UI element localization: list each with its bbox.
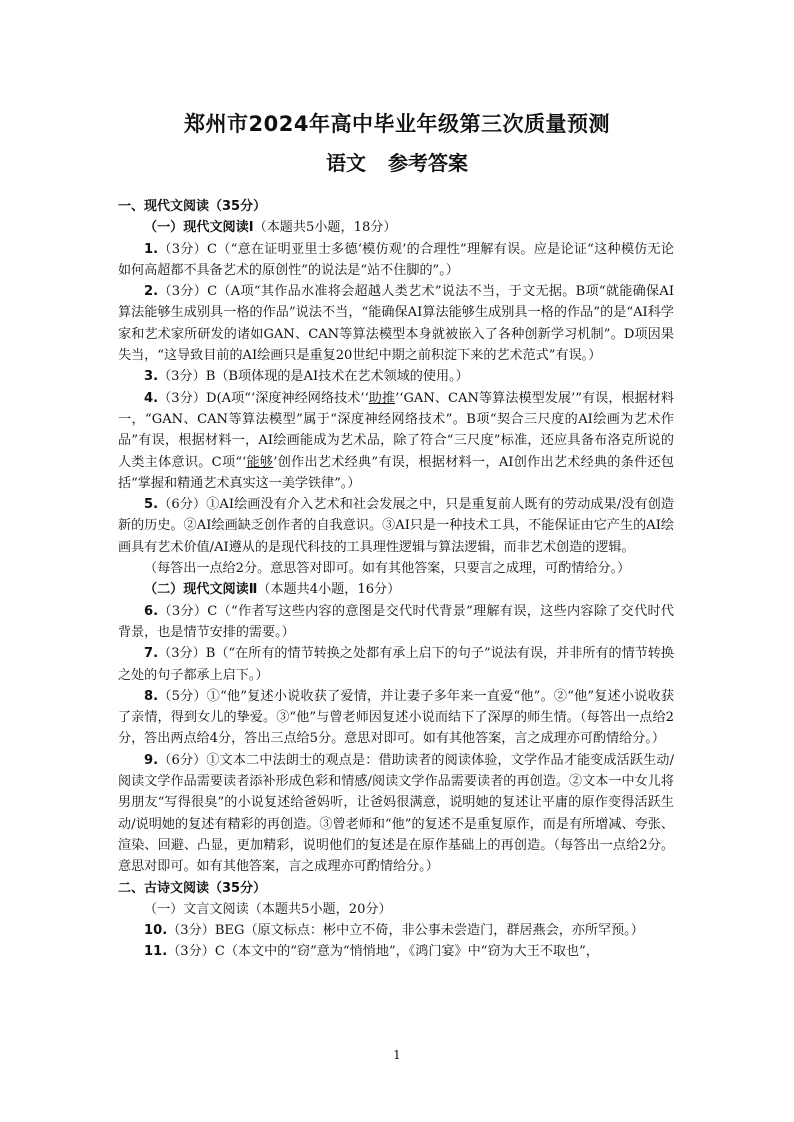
- underlined-term: 能够: [246, 454, 274, 470]
- answer-text: （3分）C（本文中的“窃”意为“悄悄地”，《鸿门宴》中“窃为大王不取也”，: [167, 944, 599, 960]
- section-heading-classical-reading: 二、古诗文阅读（35分）: [118, 880, 267, 896]
- answer-text: （6分）①文本二中法朗士的观点是：借助读者的阅读体验，文学作品才能变成活跃生动/阅读文学作品需要读者添补形成色彩和情感/阅读文学作品需要读者的再创造。②文本一中女儿将男朋友“写得很臭”的小说复述给爸妈听，让爸妈很满意，说明她的复述让平庸的原作变得活跃生动/说明她的复述有精彩的再创造。③曾老师和“他”的复述不是重复原作，而是有所增减、夸张、渲染、回避、凸显，更加精彩，说明他们的复述是在原作基础上的再创造。（每答出一点给2分。意思对即可。如有其他答案，言之成理亦可酌情给分。）: [118, 752, 674, 875]
- subsection-title: （一）现代文阅读Ⅰ: [144, 220, 254, 236]
- answer-q1: [118, 239, 674, 282]
- answer-text-part: ’‘GAN、CAN等算法模型发展’”有误，根据材料一，“GAN、CAN等算法模型”属于“深度神经网络技术”。B项“契合三尺度的AI绘画为艺术作品”有误，根据材料一，AI绘画能成为艺术品，除了符合“三尺度”标准，还应具备布洛克所说的人类主体意识。C项“‘: [118, 390, 675, 470]
- answer-text: （3分）B（B项体现的是AI技术在艺术领域的使用。）: [158, 369, 469, 385]
- question-number: 4.: [144, 390, 159, 406]
- question-number: 3.: [144, 369, 159, 385]
- answer-q6: [118, 601, 674, 644]
- question-number: 1.: [144, 241, 159, 257]
- answer-q7: [118, 643, 674, 686]
- answer-q8: [118, 686, 674, 750]
- answer-text: （3分）B（“在所有的情节转换之处都有承上启下的句子”说法有误，并非所有的情节转换之处的句子都承上启下。）: [118, 646, 674, 683]
- page-subtitle: [0, 147, 794, 176]
- underlined-term: 助推: [368, 390, 396, 406]
- answer-q2: [118, 281, 674, 366]
- answer-text: （3分）BEG（原文标点：彬中立不倚，非公事未尝造门，群居燕会，亦所罕预。）: [167, 923, 644, 939]
- answer-text: （5分）①“他”复述小说收获了爱情，并让妻子多年来一直爱“他”。②“他”复述小说收获了亲情，得到女儿的挚爱。③“他”与曾老师因复述小说而结下了深厚的师生情。（每答出一点给2分，答出两点给4分，答出三点给5分。意思对即可。如有其他答案，言之成理亦可酌情给分。）: [118, 688, 674, 747]
- answer-text-part: （3分）D(A项“‘深度神经网络技术’‘: [158, 390, 369, 406]
- answer-text: （6分）①AI绘画没有介入艺术和社会发展之中，只是重复前人既有的劳动成果/没有创造新的历史。②AI绘画缺乏创作者的自我意识。③AI只是一种技术工具，不能保证由它产生的AI绘画具有艺术价值/AI遵从的是现代科技的工具理性逻辑与算法逻辑，而非艺术创造的逻辑。: [118, 497, 674, 555]
- question-number: 11.: [144, 944, 168, 960]
- question-number: 5.: [144, 497, 159, 513]
- subsection-info: （本题共5小题，18分）: [253, 220, 397, 236]
- subsection-title: （二）现代文阅读Ⅱ: [144, 582, 258, 598]
- answer-q9: [118, 750, 674, 878]
- answer-content: [118, 196, 674, 963]
- answer-q5: [118, 494, 674, 558]
- subject-label: 语文: [326, 151, 366, 175]
- subtitle-label: 参考答案: [388, 151, 468, 175]
- scoring-note-q5: （每答出一点给2分。意思答对即可。如有其他答案，只要言之成理，可酌情给分。）: [144, 561, 631, 577]
- answer-text: （3分）C（A项“其作品水准将会超越人类艺术”说法不当，于文无据。B项“就能确保AI算法能够生成别具一格的作品”说法不当，“能确保AI算法能够生成别具一格的作品”的是“AI科学家和艺术家所研发的诸如GAN、CAN等算法模型本身就被嵌入了各种创新学习机制”。D项因果失当，“这导致目前的AI绘画只是重复20世纪中期之前积淀下来的艺术范式”有误。）: [118, 284, 674, 364]
- question-number: 10.: [144, 923, 168, 939]
- section-heading-modern-reading: 一、现代文阅读（35分）: [118, 199, 267, 214]
- page-title: 郑州市2024年高中毕业年级第三次质量预测: [184, 112, 610, 136]
- subsection-heading-classical-1: （一）文言文阅读（本题共5小题，20分）: [144, 901, 392, 917]
- subsection-heading-modern-1: [118, 217, 674, 238]
- question-number: 6.: [144, 603, 159, 619]
- question-number: 7.: [144, 646, 159, 662]
- answer-text-part: ’创作出艺术经典”有误，根据材料一，AI创作出艺术经典的条件还包括“掌握和精通艺术真实这一美学铁律”。）: [118, 454, 675, 491]
- answer-text: （3分）C（“作者写这些内容的意图是交代时代背景”理解有误，这些内容除了交代时代背景，也是情节安排的需要。）: [118, 603, 674, 640]
- question-number: 2.: [144, 284, 159, 300]
- page-number: 1: [393, 1048, 401, 1062]
- subsection-info: （本题共4小题，16分）: [257, 582, 401, 598]
- question-number: 8.: [144, 688, 159, 704]
- answer-q11: [118, 941, 674, 962]
- answer-q10: [118, 920, 674, 941]
- answer-text: （3分）C（“意在证明亚里士多德‘模仿观’的合理性”理解有误。应是论证“这种模仿无论如何高超都不具备艺术的原创性”的说法是“站不住脚的”。）: [118, 241, 674, 278]
- answer-q4: [118, 388, 674, 494]
- answer-q3: [118, 366, 674, 387]
- subsection-heading-modern-2: [118, 579, 674, 600]
- question-number: 9.: [144, 752, 159, 768]
